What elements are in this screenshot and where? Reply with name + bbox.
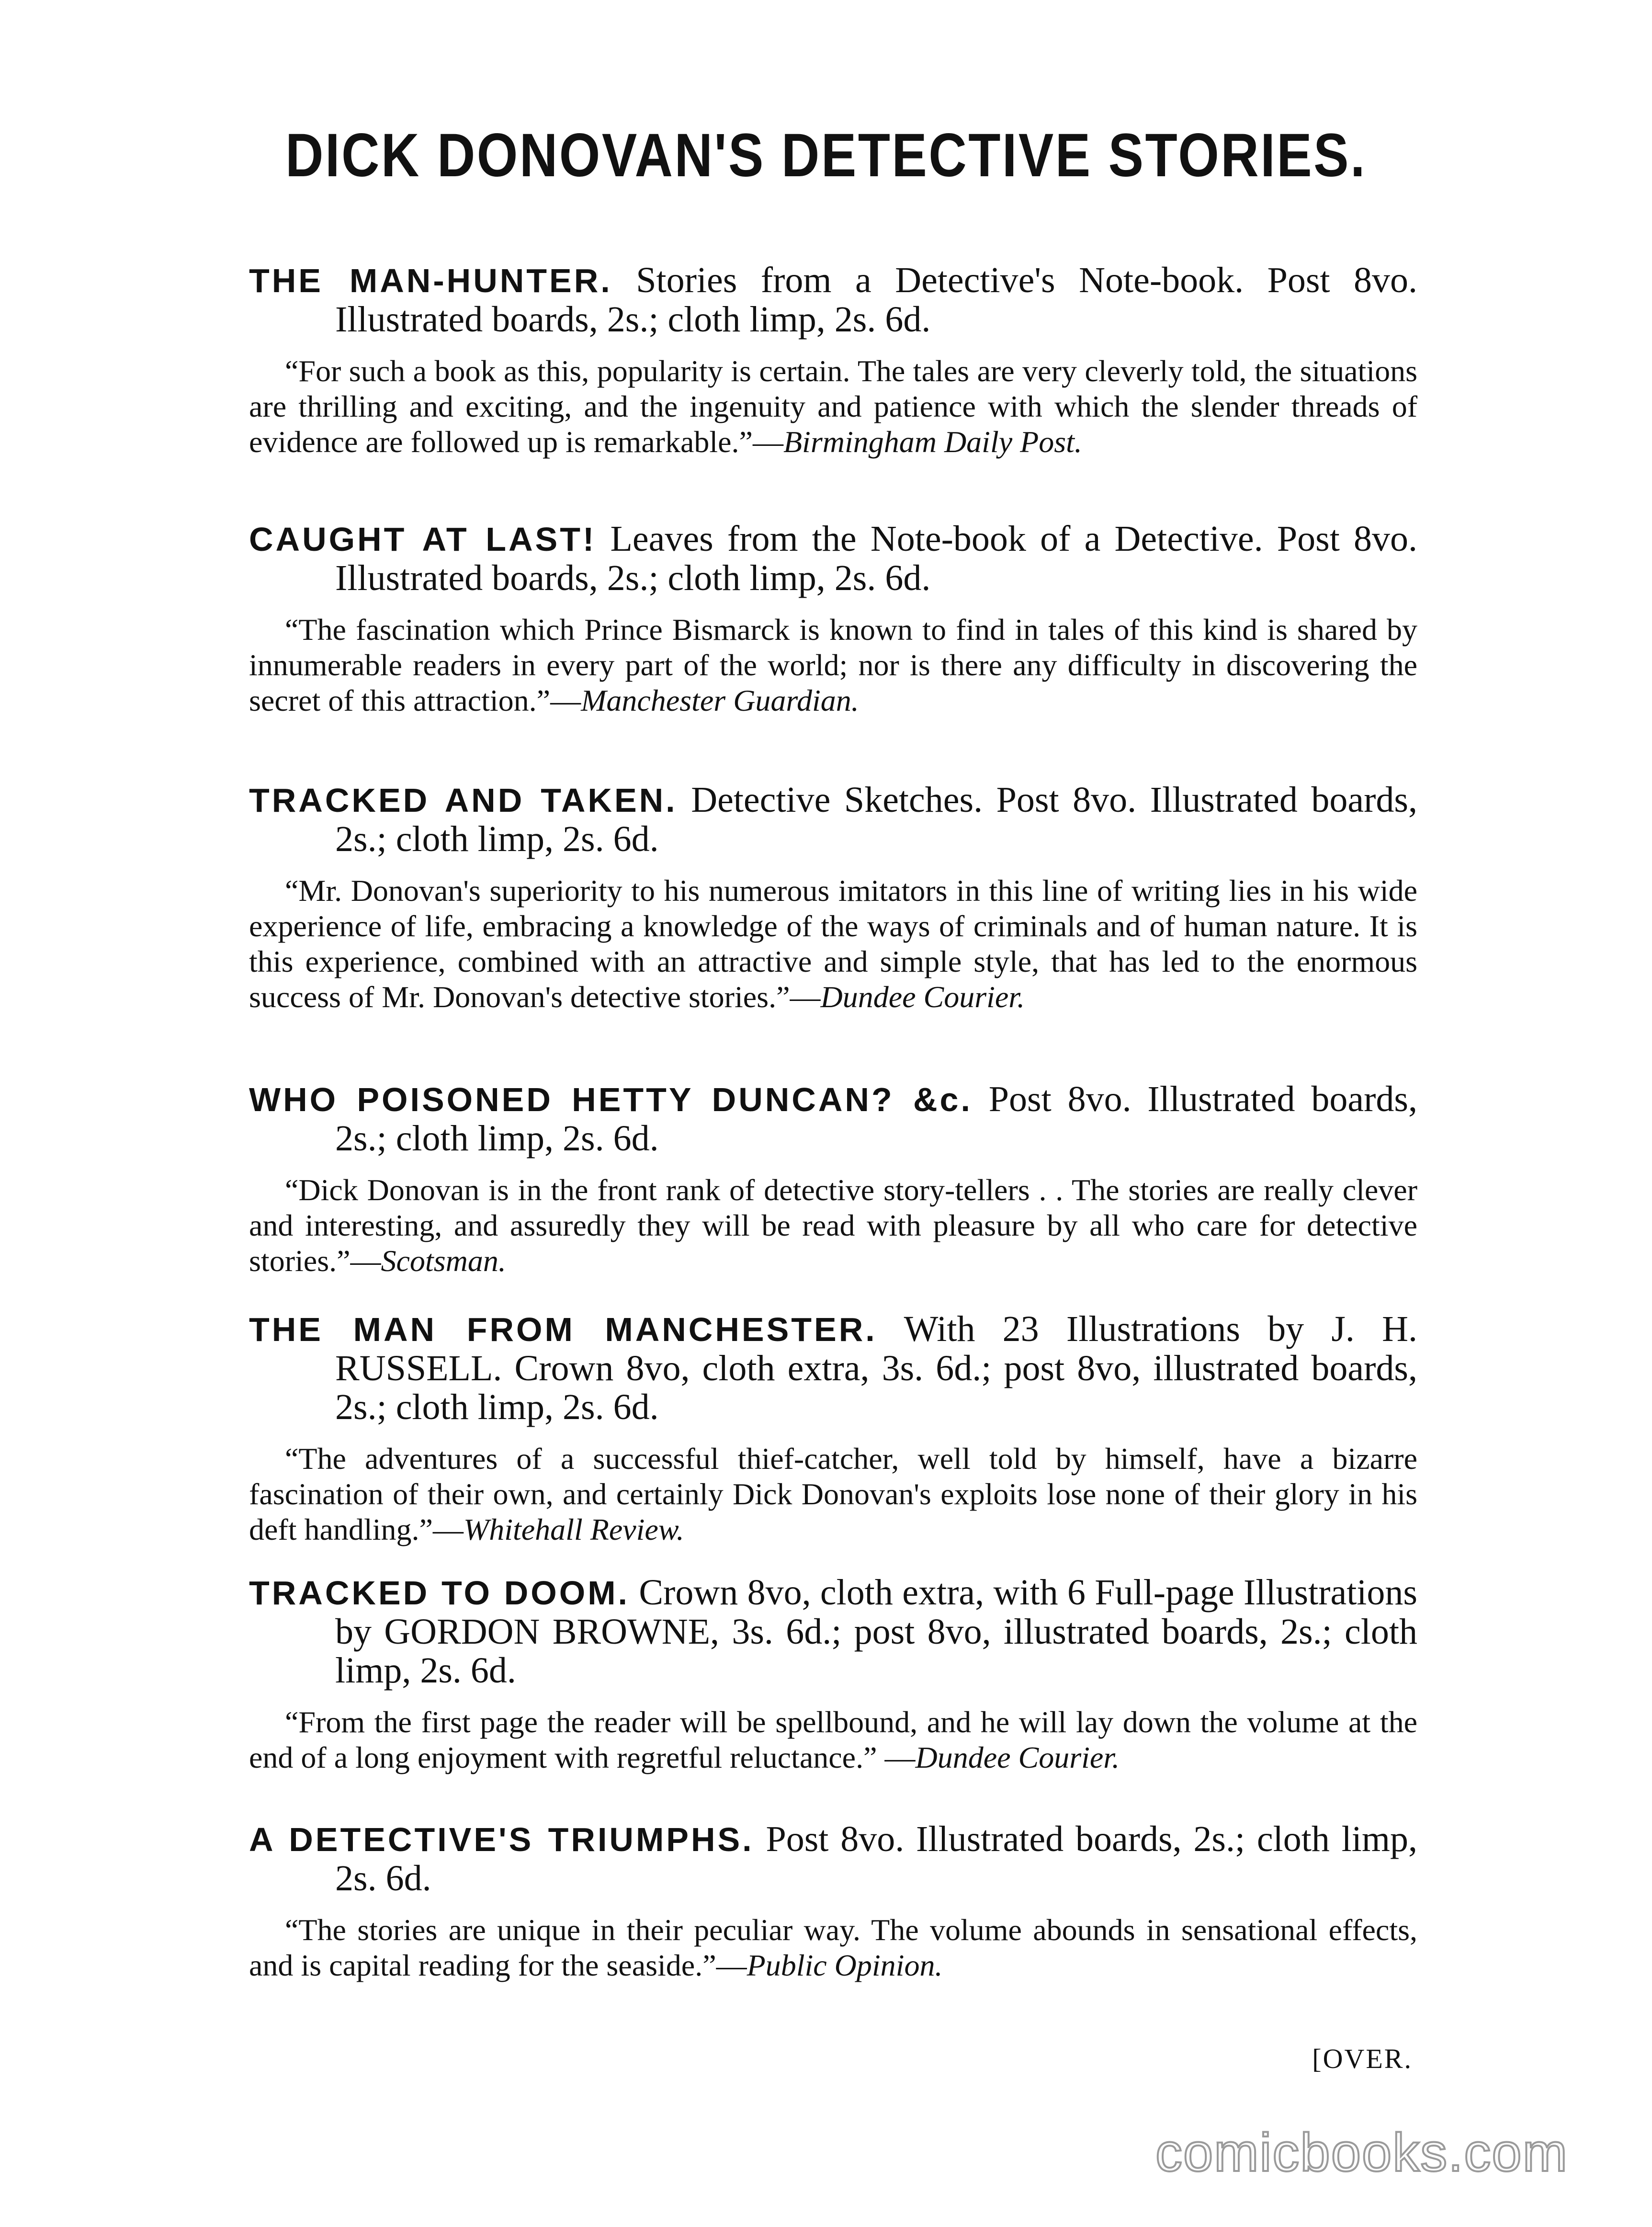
book-entry-man-hunter bbox=[249, 261, 1417, 460]
review-text: “The fascination which Prince Bismarck is known to find in tales of this kind is shared by innumerable readers in every part of the world; nor is there any difficulty in discovering the secret of this attraction.”— bbox=[249, 613, 1417, 717]
book-details: Detective Sketches. Post 8vo. Illustrated boards, 2s.; cloth limp, 2s. 6d. bbox=[335, 780, 1417, 859]
book-title: CAUGHT AT LAST! bbox=[249, 521, 597, 558]
review-text: “The adventures of a successful thief-catcher, well told by himself, have a bizarre fascination of their own, and certainly Dick Donovan's exploits lose none of their glory in his deft handling.”— bbox=[249, 1442, 1417, 1546]
review-text: “From the first page the reader will be spellbound, and he will lay down the volume at the end of a long enjoyment with regretful reluctance.” — bbox=[249, 1705, 1417, 1774]
review-quote bbox=[249, 1172, 1417, 1279]
book-details: Stories from a Detective's Note-book. Post 8vo. Illustrated boards, 2s.; cloth limp, 2s. 6d. bbox=[335, 260, 1418, 340]
review-source: Scotsman. bbox=[381, 1244, 506, 1278]
entry-heading bbox=[249, 261, 1417, 339]
review-source: Dundee Courier. bbox=[820, 980, 1025, 1014]
review-source: Public Opinion. bbox=[747, 1948, 943, 1982]
book-details: With 23 Illustrations by J. H. RUSSELL. Crown 8vo, cloth extra, 3s. 6d.; post 8vo, illustrated boards, 2s.; cloth limp, 2s. 6d. bbox=[335, 1309, 1417, 1427]
review-quote bbox=[249, 1704, 1417, 1775]
entry-heading bbox=[249, 1310, 1417, 1427]
book-title: THE MAN FROM MANCHESTER. bbox=[249, 1311, 877, 1348]
book-title: TRACKED AND TAKEN. bbox=[249, 782, 678, 819]
book-entry-caught-at-last bbox=[249, 520, 1417, 718]
review-source: Manchester Guardian. bbox=[581, 683, 859, 717]
book-entry-tracked-and-taken bbox=[249, 781, 1417, 1015]
entry-heading bbox=[249, 1080, 1417, 1158]
review-source: Dundee Courier. bbox=[915, 1740, 1120, 1774]
review-quote bbox=[249, 353, 1417, 460]
book-entry-hetty-duncan bbox=[249, 1080, 1417, 1279]
review-source: Birmingham Daily Post. bbox=[783, 425, 1082, 459]
review-text: “Dick Donovan is in the front rank of detective story-tellers . . The stories are really clever and interesting, and assuredly they will be read with pleasure by all who care for detective stories.”— bbox=[249, 1173, 1417, 1278]
entry-heading bbox=[249, 781, 1417, 859]
book-entry-tracked-to-doom bbox=[249, 1573, 1417, 1775]
watermark: comicbooks.com bbox=[1155, 2123, 1568, 2182]
book-title: A DETECTIVE'S TRIUMPHS. bbox=[249, 1821, 754, 1858]
review-quote bbox=[249, 873, 1417, 1015]
book-title: WHO POISONED HETTY DUNCAN? &c. bbox=[249, 1081, 973, 1118]
review-text: “Mr. Donovan's superiority to his numerous imitators in this line of writing lies in his wide experience of life, embracing a knowledge of the ways of criminals and of human nature. It is this experience, combined with an attractive and simple style, that has led to the enormous success of Mr. Donovan's detective stories.”— bbox=[249, 874, 1417, 1014]
book-details: Post 8vo. Illustrated boards, 2s.; cloth limp, 2s. 6d. bbox=[335, 1819, 1418, 1898]
review-quote bbox=[249, 1441, 1417, 1547]
book-details: Leaves from the Note-book of a Detective. Post 8vo. Illustrated boards, 2s.; cloth limp, 2s. 6d. bbox=[335, 519, 1417, 598]
over-page-mark: [OVER. bbox=[1312, 2043, 1413, 2074]
entry-heading bbox=[249, 1820, 1417, 1898]
entry-heading bbox=[249, 1573, 1417, 1690]
page-title: DICK DONOVAN'S DETECTIVE STORIES. bbox=[285, 121, 1367, 190]
book-details: Crown 8vo, cloth extra, with 6 Full-page Illustrations by GORDON BROWNE, 3s. 6d.; post 8vo, illustrated boards, 2s.; cloth limp, 2s. 6d. bbox=[335, 1572, 1418, 1691]
review-quote bbox=[249, 612, 1417, 718]
review-text: “The stories are unique in their peculiar way. The volume abounds in sensational effects, and is capital reading for the seaside.”— bbox=[249, 1913, 1417, 1982]
book-details: Post 8vo. Illustrated boards, 2s.; cloth limp, 2s. 6d. bbox=[335, 1079, 1418, 1159]
review-source: Whitehall Review. bbox=[463, 1512, 684, 1546]
review-quote bbox=[249, 1912, 1417, 1983]
review-text: “For such a book as this, popularity is certain. The tales are very cleverly told, the situations are thrilling and exciting, and the ingenuity and patience with which the slender threads of evidence are followed up is remarkable.”— bbox=[249, 354, 1417, 459]
book-entry-detectives-triumphs bbox=[249, 1820, 1417, 1983]
book-title: TRACKED TO DOOM. bbox=[249, 1574, 630, 1612]
entry-heading bbox=[249, 520, 1417, 598]
book-entry-man-from-manchester bbox=[249, 1310, 1417, 1547]
book-title: THE MAN-HUNTER. bbox=[249, 262, 612, 299]
